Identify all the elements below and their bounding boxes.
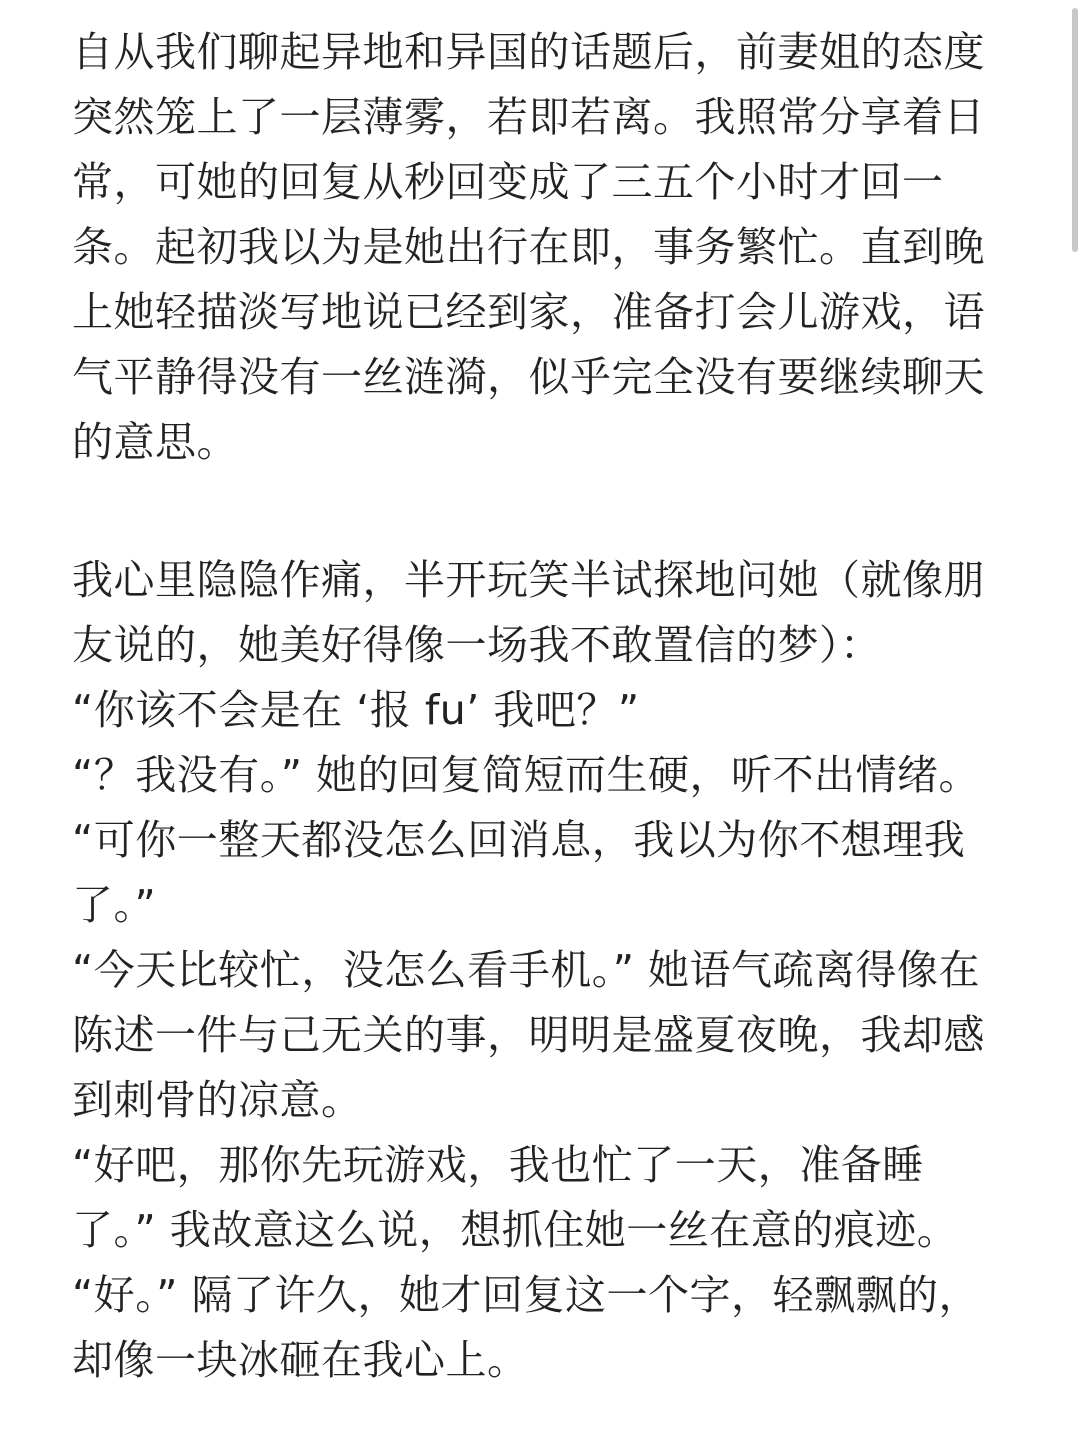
- paragraph-2: [72, 548, 1032, 1393]
- paragraph-line: 条。起初我以为是她出行在即，事务繁忙。直到晚: [72, 223, 985, 271]
- paragraph-line: 自从我们聊起异地和异国的话题后，前妻姐的态度: [72, 28, 985, 76]
- dialogue-line: 到刺骨的凉意。: [72, 1076, 363, 1124]
- paragraph-line: 友说的，她美好得像一场我不敢置信的梦）：: [72, 621, 882, 669]
- paragraph-line: 突然笼上了一层薄雾，若即若离。我照常分享着日: [72, 93, 985, 141]
- dialogue-line: “？我没有。” 她的回复简短而生硬，听不出情绪。: [72, 751, 981, 799]
- paragraph-line: 上她轻描淡写地说已经到家，准备打会儿游戏，语: [72, 288, 985, 336]
- paragraph-line: 我心里隐隐作痛，半开玩笑半试探地问她（就像朋: [72, 556, 985, 604]
- paragraph-1: [72, 20, 1032, 475]
- dialogue-line: 了。”: [72, 881, 157, 929]
- dialogue-line: “你该不会是在 ‘报 fu’ 我吧？”: [72, 686, 640, 734]
- scrollbar-thumb[interactable]: [1072, 8, 1078, 252]
- dialogue-line: 了。” 我故意这么说，想抓住她一丝在意的痕迹。: [72, 1206, 959, 1254]
- dialogue-line: “今天比较忙，没怎么看手机。” 她语气疏离得像在: [72, 946, 981, 994]
- dialogue-line: “可你一整天都没怎么回消息，我以为你不想理我: [72, 816, 966, 864]
- dialogue-line: 陈述一件与己无关的事，明明是盛夏夜晚，我却感: [72, 1011, 985, 1059]
- dialogue-line: “好。” 隔了许久，她才回复这一个字，轻飘飘的，: [72, 1271, 981, 1319]
- dialogue-line: “好吧，那你先玩游戏，我也忙了一天，准备睡: [72, 1141, 924, 1189]
- paragraph-line: 常，可她的回复从秒回变成了三五个小时才回一: [72, 158, 944, 206]
- scrollbar[interactable]: [1070, 0, 1080, 1440]
- paragraph-line: 的意思。: [72, 418, 238, 466]
- paragraph-line: 气平静得没有一丝涟漪，似乎完全没有要继续聊天: [72, 353, 985, 401]
- dialogue-line: 却像一块冰砸在我心上。: [72, 1336, 529, 1384]
